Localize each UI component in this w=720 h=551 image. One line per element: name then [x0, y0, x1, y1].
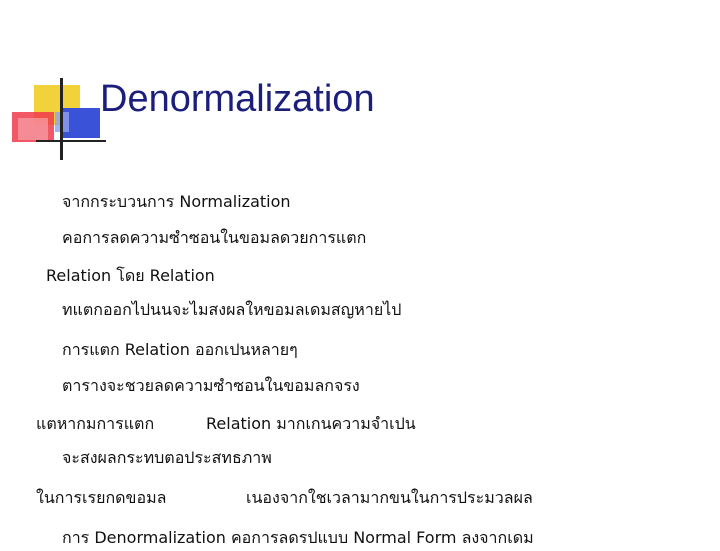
logo-pink-square: [18, 118, 48, 140]
body-line-6: ตารางจะชวยลดความซำซอนในขอมลกจรง: [62, 376, 360, 395]
logo-horizontal-line: [36, 140, 106, 142]
body-line-5: การแตก Relation ออกเปนหลายๆ: [62, 340, 298, 359]
body-line-1: จากกระบวนการ Normalization: [62, 192, 291, 211]
body-line-11: เนองจากใชเวลามากขนในการประมวลผล: [246, 488, 533, 507]
body-line-2: คอการลดความซำซอนในขอมลดวยการแตก: [62, 228, 367, 247]
slide-logo-graphic: [0, 0, 110, 170]
body-line-8: Relation มากเกนความจำเปน: [206, 414, 416, 433]
body-line-3: Relation โดย Relation: [46, 266, 215, 285]
slide-title: Denormalization: [100, 78, 375, 120]
body-line-9: จะสงผลกระทบตอประสทธภาพ: [62, 448, 272, 467]
body-line-12: การ Denormalization คอการลดรปแบบ Normal Form ลงจากเดม: [62, 528, 534, 547]
body-line-7: แตหากมการแตก: [36, 414, 155, 433]
body-line-4: ทแตกออกไปนนจะไมสงผลใหขอมลเดมสญหายไป: [62, 300, 402, 319]
logo-vertical-line: [60, 78, 63, 160]
body-line-10: ในการเรยกดขอมล: [36, 488, 167, 507]
